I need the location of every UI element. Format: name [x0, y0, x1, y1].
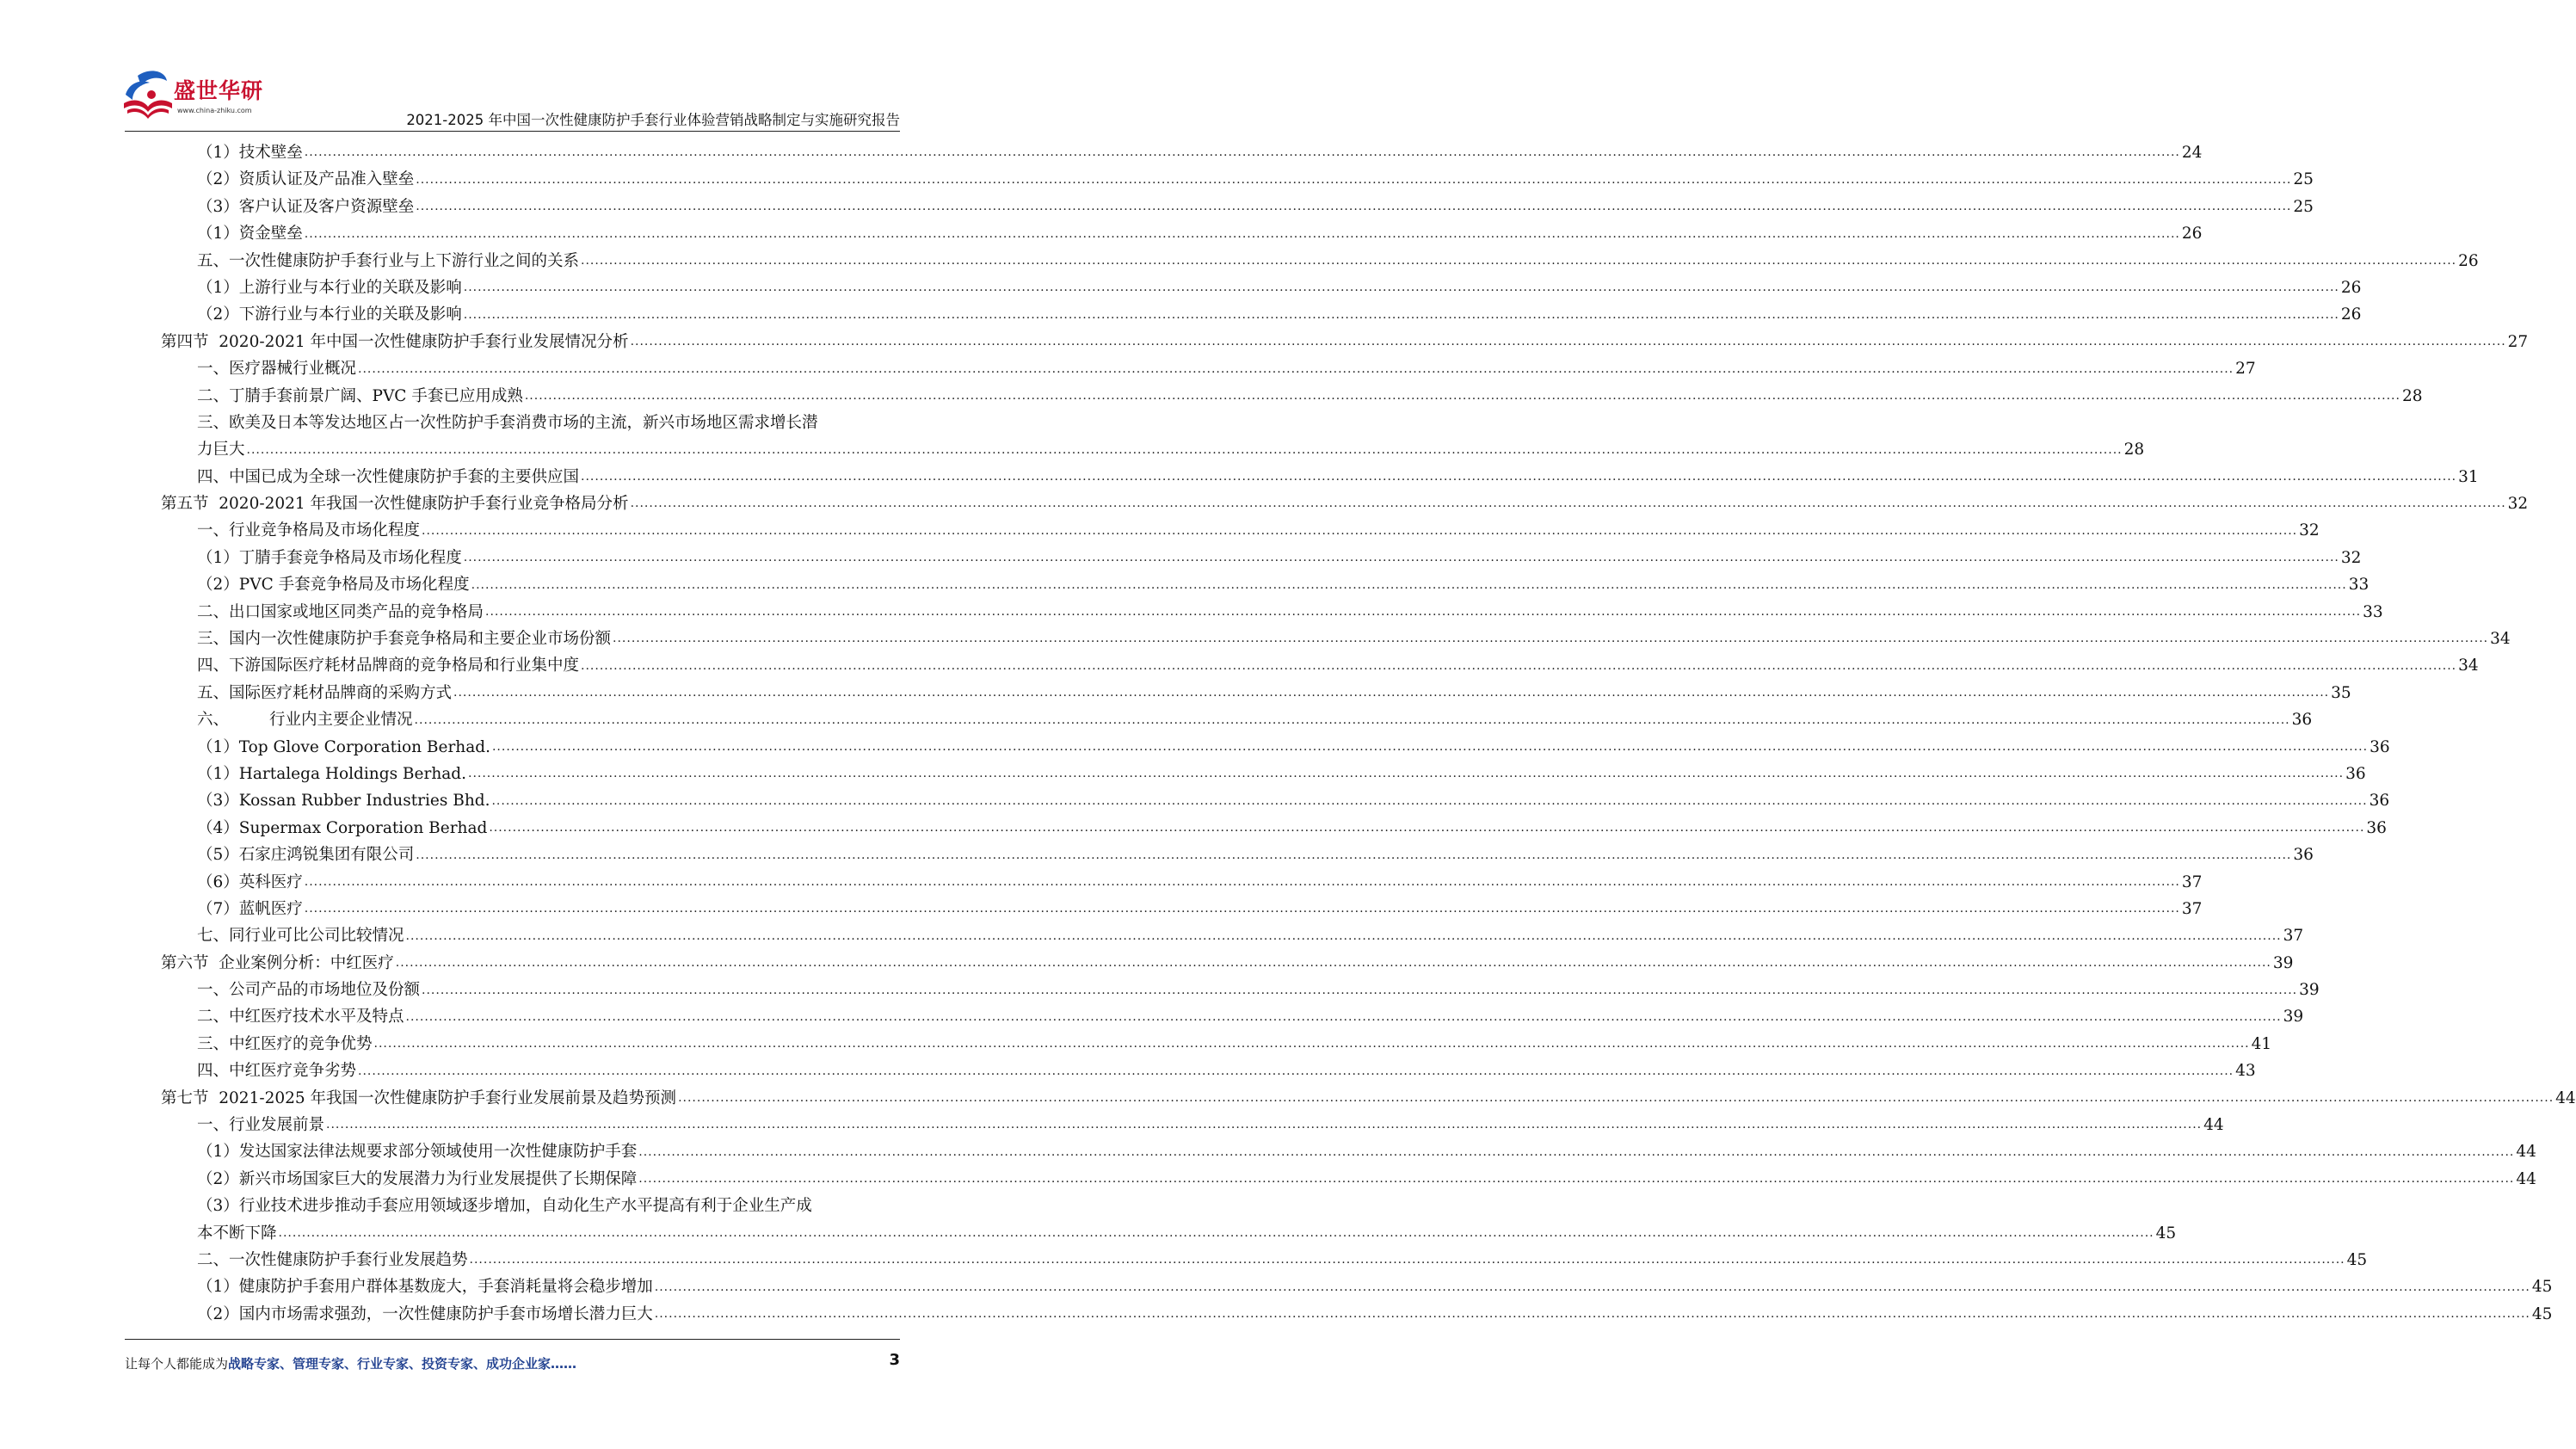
toc-entry[interactable] [161, 464, 2479, 490]
toc-entry-page: 43 [2235, 1062, 2256, 1081]
toc-entry-page: 45 [2531, 1304, 2553, 1323]
toc-leader-dots: ................................................................................................................................................................................................................................................................................................................................................................................................................ [678, 1091, 2554, 1106]
footer-slogan-prefix: 让每个人都能成为 [125, 1356, 229, 1372]
footer-slogan-emphasis: 战略专家、管理专家、行业专家、投资专家、成功企业家…… [228, 1356, 577, 1372]
toc-entry-label: 力巨大 [197, 441, 245, 459]
toc-entry[interactable] [161, 761, 2366, 787]
toc-entry[interactable] [161, 329, 2529, 355]
toc-entry-label: （1）发达国家法律法规要求部分领域使用一次性健康防护手套 [197, 1143, 638, 1162]
toc-entry-page: 26 [2340, 305, 2362, 324]
footer-slogan [125, 1354, 576, 1372]
toc-entry[interactable] [161, 248, 2479, 274]
toc-entry-page: 45 [2346, 1251, 2368, 1269]
toc-entry-page: 36 [2370, 737, 2390, 756]
toc-entry[interactable] [161, 652, 2479, 679]
toc-leader-dots: ................................................................................................................................................................................................................................................................................................................................................................................................................ [422, 983, 2298, 997]
toc-entry-page: 41 [2251, 1034, 2272, 1053]
toc-entry[interactable] [161, 842, 2314, 868]
toc-leader-dots: ................................................................................................................................................................................................................................................................................................................................................................................................................ [416, 848, 2292, 862]
company-logo [120, 69, 275, 129]
toc-entry-label: 四、中红医疗竞争劣势 [197, 1062, 357, 1081]
toc-entry[interactable] [161, 1193, 905, 1219]
toc-entry-label: （2）下游行业与本行业的关联及影响 [197, 305, 462, 324]
toc-leader-dots: ................................................................................................................................................................................................................................................................................................................................................................................................................ [304, 874, 2180, 889]
toc-entry-page: 44 [2555, 1088, 2576, 1107]
toc-entry-label: 二、丁腈手套前景广阔、PVC 手套已应用成熟 [197, 386, 523, 405]
toc-entry[interactable] [161, 787, 2390, 814]
toc-entry[interactable] [161, 869, 2203, 896]
toc-entry-label: （6）英科医疗 [197, 872, 303, 891]
toc-entry[interactable] [161, 355, 2256, 382]
toc-entry[interactable] [161, 436, 2145, 463]
document-title: 2021-2025 年中国一次性健康防护手套行业体验营销战略制定与实施研究报告 [406, 112, 900, 128]
toc-leader-dots: ................................................................................................................................................................................................................................................................................................................................................................................................................ [613, 632, 2489, 646]
toc-entry-label: 二、一次性健康防护手套行业发展趋势 [197, 1251, 468, 1269]
toc-entry[interactable] [161, 571, 2370, 598]
toc-entry-label: 第六节 企业案例分析：中红医疗 [161, 953, 394, 972]
toc-entry[interactable] [161, 1166, 2536, 1193]
toc-entry[interactable] [161, 410, 905, 436]
toc-entry[interactable] [161, 1273, 2553, 1300]
toc-entry-page: 36 [2369, 792, 2390, 811]
toc-entry-page: 32 [2507, 495, 2529, 514]
toc-entry-page: 44 [2516, 1143, 2536, 1162]
toc-entry-label: （1）健康防护手套用户群体基数庞大，手套消耗量将会稳步增加 [197, 1278, 653, 1297]
toc-leader-dots: ................................................................................................................................................................................................................................................................................................................................................................................................................ [463, 551, 2339, 565]
toc-entry-page: 45 [2155, 1224, 2177, 1242]
toc-entry-page: 25 [2293, 170, 2314, 189]
toc-entry-page: 25 [2293, 197, 2314, 216]
toc-entry-page: 36 [2366, 818, 2387, 837]
toc-entry-page: 33 [2348, 576, 2370, 595]
toc-entry-label: 第七节 2021-2025 年我国一次性健康防护手套行业发展前景及趋势预测 [161, 1088, 677, 1107]
toc-entry-label: （5）石家庄鸿锐集团有限公司 [197, 846, 415, 865]
toc-entry[interactable] [161, 545, 2362, 571]
toc-entry-page: 27 [2507, 332, 2529, 351]
toc-leader-dots: ................................................................................................................................................................................................................................................................................................................................................................................................................ [304, 145, 2180, 160]
toc-entry-page: 34 [2490, 630, 2511, 649]
toc-entry-label: （1）技术壁垒 [197, 143, 303, 162]
logo-name: 盛世华研 [174, 78, 264, 103]
toc-entry-label: （3）客户认证及客户资源壁垒 [197, 197, 415, 216]
toc-entry[interactable] [161, 194, 2314, 220]
toc-leader-dots: ................................................................................................................................................................................................................................................................................................................................................................................................................ [524, 388, 2400, 403]
toc-entry-page: 37 [2283, 927, 2304, 946]
table-of-contents [161, 139, 2576, 1328]
toc-entry-page: 32 [2299, 521, 2320, 540]
toc-entry-label: 四、中国已成为全球一次性健康防护手套的主要供应国 [197, 467, 580, 486]
toc-leader-dots: ................................................................................................................................................................................................................................................................................................................................................................................................................ [246, 442, 2123, 457]
toc-entry-page: 37 [2181, 872, 2203, 891]
toc-entry-label: （2）PVC 手套竞争格局及市场化程度 [197, 576, 470, 595]
toc-entry-label: （1）上游行业与本行业的关联及影响 [197, 278, 462, 297]
toc-entry-page: 39 [2283, 1008, 2304, 1027]
toc-entry-page: 26 [2458, 251, 2479, 270]
toc-leader-dots: ................................................................................................................................................................................................................................................................................................................................................................................................................ [581, 658, 2457, 673]
toc-entry-label: （1）丁腈手套竞争格局及市场化程度 [197, 548, 462, 567]
header-divider [125, 131, 900, 132]
toc-entry-label: 三、国内一次性健康防护手套竞争格局和主要企业市场份额 [197, 630, 612, 649]
toc-entry-page: 33 [2363, 602, 2383, 621]
toc-entry[interactable] [161, 922, 2304, 949]
toc-entry[interactable] [161, 1220, 2177, 1247]
toc-entry-label: （2）国内市场需求强劲，一次性健康防护手套市场增长潜力巨大 [197, 1304, 653, 1323]
toc-entry-label: （3）行业技术进步推动手套应用领域逐步增加，自动化生产水平提高有利于企业生产成 [197, 1197, 812, 1216]
toc-leader-dots: ................................................................................................................................................................................................................................................................................................................................................................................................................ [405, 1009, 2282, 1024]
toc-entry-label: 二、出口国家或地区同类产品的竞争格局 [197, 602, 484, 621]
toc-entry[interactable] [161, 1057, 2256, 1084]
toc-entry-page: 32 [2340, 548, 2362, 567]
toc-entry-label: 一、行业发展前景 [197, 1116, 325, 1135]
toc-entry-page: 44 [2516, 1169, 2536, 1188]
page-header [0, 0, 1025, 138]
toc-entry[interactable] [161, 1138, 2536, 1165]
toc-leader-dots: ................................................................................................................................................................................................................................................................................................................................................................................................................ [491, 793, 2368, 808]
toc-entry-page: 24 [2181, 143, 2203, 162]
toc-entry-label: （3）Kossan Rubber Industries Bhd. [197, 792, 490, 811]
book-swoosh-logo-icon [120, 69, 176, 122]
toc-entry-label: 五、国际医疗耗材品牌商的采购方式 [197, 683, 453, 702]
toc-entry-label: 本不断下降 [197, 1224, 277, 1242]
toc-entry-page: 34 [2458, 657, 2479, 675]
toc-entry[interactable] [161, 815, 2387, 842]
toc-entry-label: （1）资金壁垒 [197, 225, 303, 244]
toc-entry-page: 36 [2345, 764, 2366, 783]
toc-leader-dots: ................................................................................................................................................................................................................................................................................................................................................................................................................ [489, 821, 2365, 835]
toc-leader-dots: ................................................................................................................................................................................................................................................................................................................................................................................................................ [471, 577, 2347, 592]
toc-entry[interactable] [161, 274, 2362, 301]
toc-entry-page: 45 [2531, 1278, 2553, 1297]
toc-entry[interactable] [161, 626, 2511, 652]
toc-entry-page: 35 [2331, 683, 2351, 702]
toc-entry-page: 27 [2235, 360, 2256, 379]
toc-entry-label: 二、中红医疗技术水平及特点 [197, 1008, 404, 1027]
toc-leader-dots: ................................................................................................................................................................................................................................................................................................................................................................................................................ [416, 172, 2292, 187]
toc-leader-dots: ................................................................................................................................................................................................................................................................................................................................................................................................................ [326, 1118, 2203, 1132]
toc-entry-page: 37 [2181, 899, 2203, 918]
toc-leader-dots: ................................................................................................................................................................................................................................................................................................................................................................................................................ [469, 1253, 2345, 1267]
toc-entry-label: 三、欧美及日本等发达地区占一次性防护手套消费市场的主流，新兴市场地区需求增长潜 [197, 413, 818, 432]
toc-leader-dots: ................................................................................................................................................................................................................................................................................................................................................................................................................ [405, 928, 2282, 943]
toc-leader-dots: ................................................................................................................................................................................................................................................................................................................................................................................................................ [485, 605, 2362, 620]
toc-entry-page: 36 [2293, 846, 2314, 865]
toc-leader-dots: ................................................................................................................................................................................................................................................................................................................................................................................................................ [654, 1279, 2530, 1294]
toc-entry-label: 一、医疗器械行业概况 [197, 360, 357, 379]
toc-entry[interactable] [161, 896, 2203, 922]
toc-entry-label: 第五节 2020-2021 年我国一次性健康防护手套行业竞争格局分析 [161, 495, 629, 514]
toc-entry[interactable] [161, 166, 2314, 193]
toc-leader-dots: ................................................................................................................................................................................................................................................................................................................................................................................................................ [630, 496, 2506, 511]
logo-url: www.china-zhiku.com [177, 107, 252, 114]
toc-entry-page: 39 [2272, 953, 2294, 972]
toc-entry[interactable] [161, 706, 2313, 733]
toc-entry[interactable] [161, 301, 2362, 328]
page-number: 3 [889, 1351, 900, 1369]
toc-leader-dots: ................................................................................................................................................................................................................................................................................................................................................................................................................ [581, 253, 2457, 268]
toc-leader-dots: ................................................................................................................................................................................................................................................................................................................................................................................................................ [422, 523, 2298, 538]
toc-leader-dots: ................................................................................................................................................................................................................................................................................................................................................................................................................ [654, 1307, 2530, 1322]
toc-entry-label: （4）Supermax Corporation Berhad [197, 818, 488, 837]
toc-entry[interactable] [161, 1085, 2576, 1112]
toc-entry[interactable] [161, 517, 2320, 544]
toc-entry[interactable] [161, 1112, 2224, 1138]
toc-leader-dots: ................................................................................................................................................................................................................................................................................................................................................................................................................ [638, 1172, 2515, 1187]
toc-entry-page: 28 [2401, 386, 2423, 405]
toc-leader-dots: ................................................................................................................................................................................................................................................................................................................................................................................................................ [414, 712, 2290, 727]
toc-leader-dots: ................................................................................................................................................................................................................................................................................................................................................................................................................ [358, 1064, 2234, 1078]
toc-entry-label: 一、行业竞争格局及市场化程度 [197, 521, 421, 540]
toc-entry[interactable] [161, 1301, 2553, 1328]
toc-leader-dots: ................................................................................................................................................................................................................................................................................................................................................................................................................ [581, 470, 2457, 484]
toc-entry[interactable] [161, 1031, 2272, 1057]
toc-leader-dots: ................................................................................................................................................................................................................................................................................................................................................................................................................ [373, 1037, 2250, 1051]
toc-entry[interactable] [161, 977, 2320, 1003]
toc-leader-dots: ................................................................................................................................................................................................................................................................................................................................................................................................................ [304, 226, 2180, 241]
toc-entry[interactable] [161, 680, 2351, 706]
toc-leader-dots: ................................................................................................................................................................................................................................................................................................................................................................................................................ [453, 686, 2330, 700]
toc-entry-page: 26 [2181, 225, 2203, 244]
toc-entry-page: 26 [2340, 278, 2362, 297]
toc-leader-dots: ................................................................................................................................................................................................................................................................................................................................................................................................................ [463, 307, 2339, 322]
toc-entry[interactable] [161, 950, 2294, 977]
toc-leader-dots: ................................................................................................................................................................................................................................................................................................................................................................................................................ [491, 739, 2369, 754]
toc-leader-dots: ................................................................................................................................................................................................................................................................................................................................................................................................................ [278, 1226, 2154, 1241]
toc-leader-dots: ................................................................................................................................................................................................................................................................................................................................................................................................................ [416, 200, 2292, 214]
toc-entry-label: （7）蓝帆医疗 [197, 899, 303, 918]
toc-entry-label: 三、中红医疗的竞争优势 [197, 1034, 373, 1053]
toc-entry[interactable] [161, 1247, 2368, 1273]
toc-entry[interactable] [161, 220, 2203, 247]
toc-entry-label: 五、一次性健康防护手套行业与上下游行业之间的关系 [197, 251, 580, 270]
toc-leader-dots: ................................................................................................................................................................................................................................................................................................................................................................................................................ [468, 767, 2345, 781]
toc-entry[interactable] [161, 490, 2529, 517]
toc-entry-label: 一、公司产品的市场地位及份额 [197, 981, 421, 1000]
toc-entry-page: 36 [2291, 711, 2313, 730]
toc-leader-dots: ................................................................................................................................................................................................................................................................................................................................................................................................................ [638, 1144, 2515, 1159]
toc-leader-dots: ................................................................................................................................................................................................................................................................................................................................................................................................................ [358, 361, 2234, 376]
toc-entry[interactable] [161, 1004, 2304, 1031]
toc-entry-label: 七、同行业可比公司比较情况 [197, 927, 404, 946]
toc-entry-label: （1）Hartalega Holdings Berhad. [197, 764, 466, 783]
toc-leader-dots: ................................................................................................................................................................................................................................................................................................................................................................................................................ [304, 902, 2180, 916]
toc-entry[interactable] [161, 383, 2423, 410]
toc-entry[interactable] [161, 734, 2390, 761]
toc-entry-page: 44 [2203, 1116, 2224, 1135]
toc-entry[interactable] [161, 139, 2203, 166]
toc-entry-label: 第四节 2020-2021 年中国一次性健康防护手套行业发展情况分析 [161, 332, 629, 351]
toc-entry-label: （1）Top Glove Corporation Berhad. [197, 737, 490, 756]
toc-entry-page: 31 [2458, 467, 2479, 486]
toc-entry-label: 四、下游国际医疗耗材品牌商的竞争格局和行业集中度 [197, 657, 580, 675]
toc-leader-dots: ................................................................................................................................................................................................................................................................................................................................................................................................................ [395, 956, 2271, 971]
toc-entry[interactable] [161, 599, 2383, 626]
toc-entry-label: 六、 行业内主要企业情况 [197, 711, 413, 730]
toc-entry-page: 28 [2123, 441, 2145, 459]
toc-entry-label: （2）资质认证及产品准入壁垒 [197, 170, 415, 189]
toc-leader-dots: ................................................................................................................................................................................................................................................................................................................................................................................................................ [463, 281, 2339, 295]
toc-entry-page: 39 [2299, 981, 2320, 1000]
toc-entry-label: （2）新兴市场国家巨大的发展潜力为行业发展提供了长期保障 [197, 1169, 638, 1188]
footer-divider [125, 1339, 900, 1340]
toc-leader-dots: ................................................................................................................................................................................................................................................................................................................................................................................................................ [630, 335, 2506, 349]
